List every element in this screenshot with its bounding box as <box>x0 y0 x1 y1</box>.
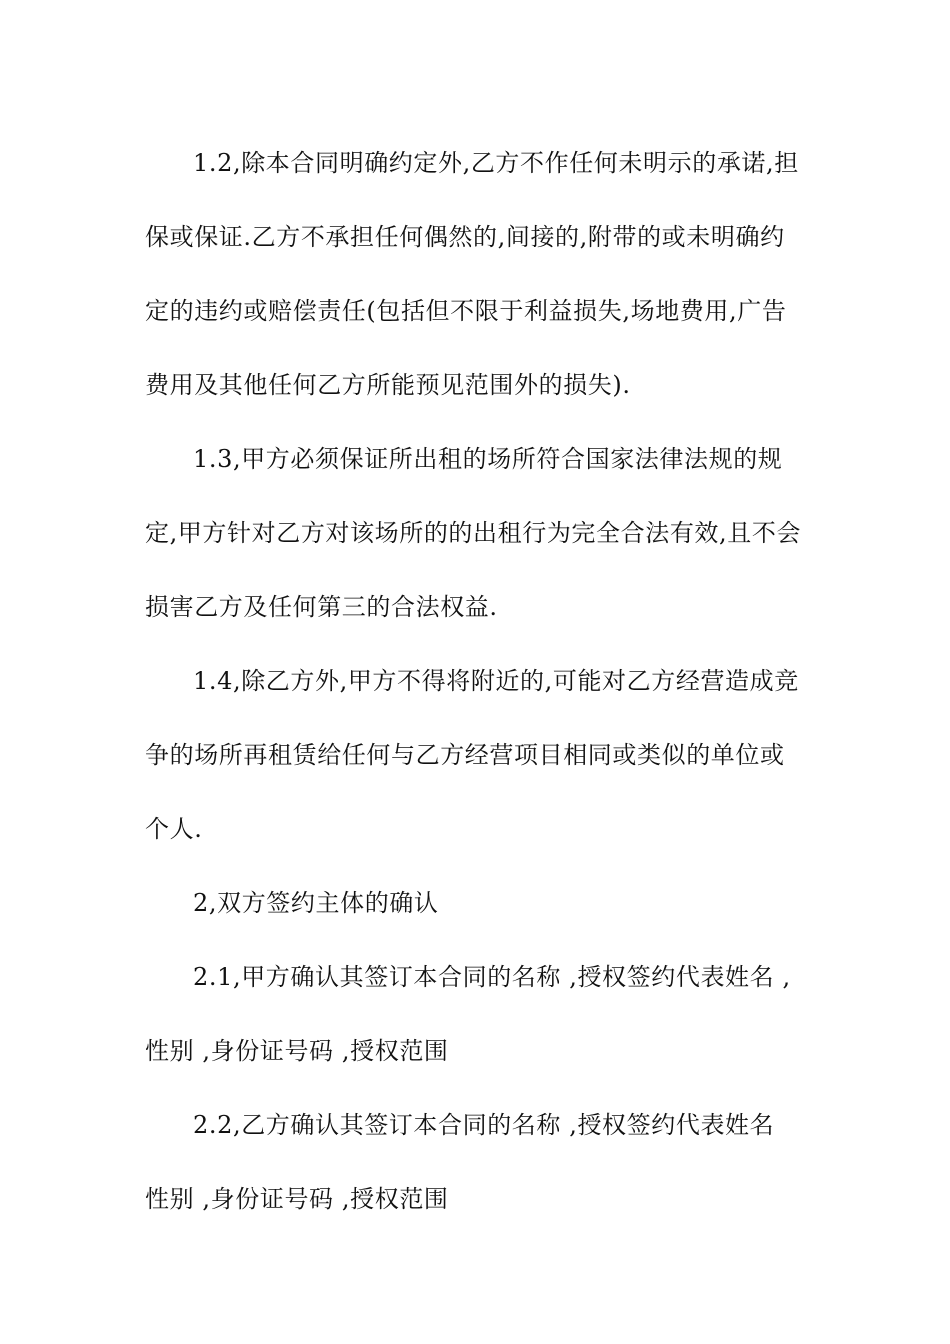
clause-1-3: 1.3,甲方必须保证所出租的场所符合国家法律法规的规定,甲方针对乙方对该场所的的出租行为完全合法有效,且不会损害乙方及任何第三的合法权益. <box>145 445 802 621</box>
clause-2-1: 2.1,甲方确认其签订本合同的名称 ,授权签约代表姓名 ,性别 ,身份证号码 ,授权范围 <box>145 963 791 1065</box>
clause-2-2: 2.2,乙方确认其签订本合同的名称 ,授权签约代表姓名 性别 ,身份证号码 ,授权范围 <box>145 1111 783 1213</box>
document-body <box>145 126 807 1236</box>
clause-1-2: 1.2,除本合同明确约定外,乙方不作任何未明示的承诺,担保或保证.乙方不承担任何偶然的,间接的,附带的或未明确约定的违约或赔偿责任(包括但不限于利益损失,场地费用,广告费用及其他任何乙方所能预见范围外的损失). <box>145 149 799 399</box>
section-2-heading: 2,双方签约主体的确认 <box>193 889 439 917</box>
clause-1-4: 1.4,除乙方外,甲方不得将附近的,可能对乙方经营造成竞争的场所再租赁给任何与乙方经营项目相同或类似的单位或个人. <box>145 667 799 843</box>
